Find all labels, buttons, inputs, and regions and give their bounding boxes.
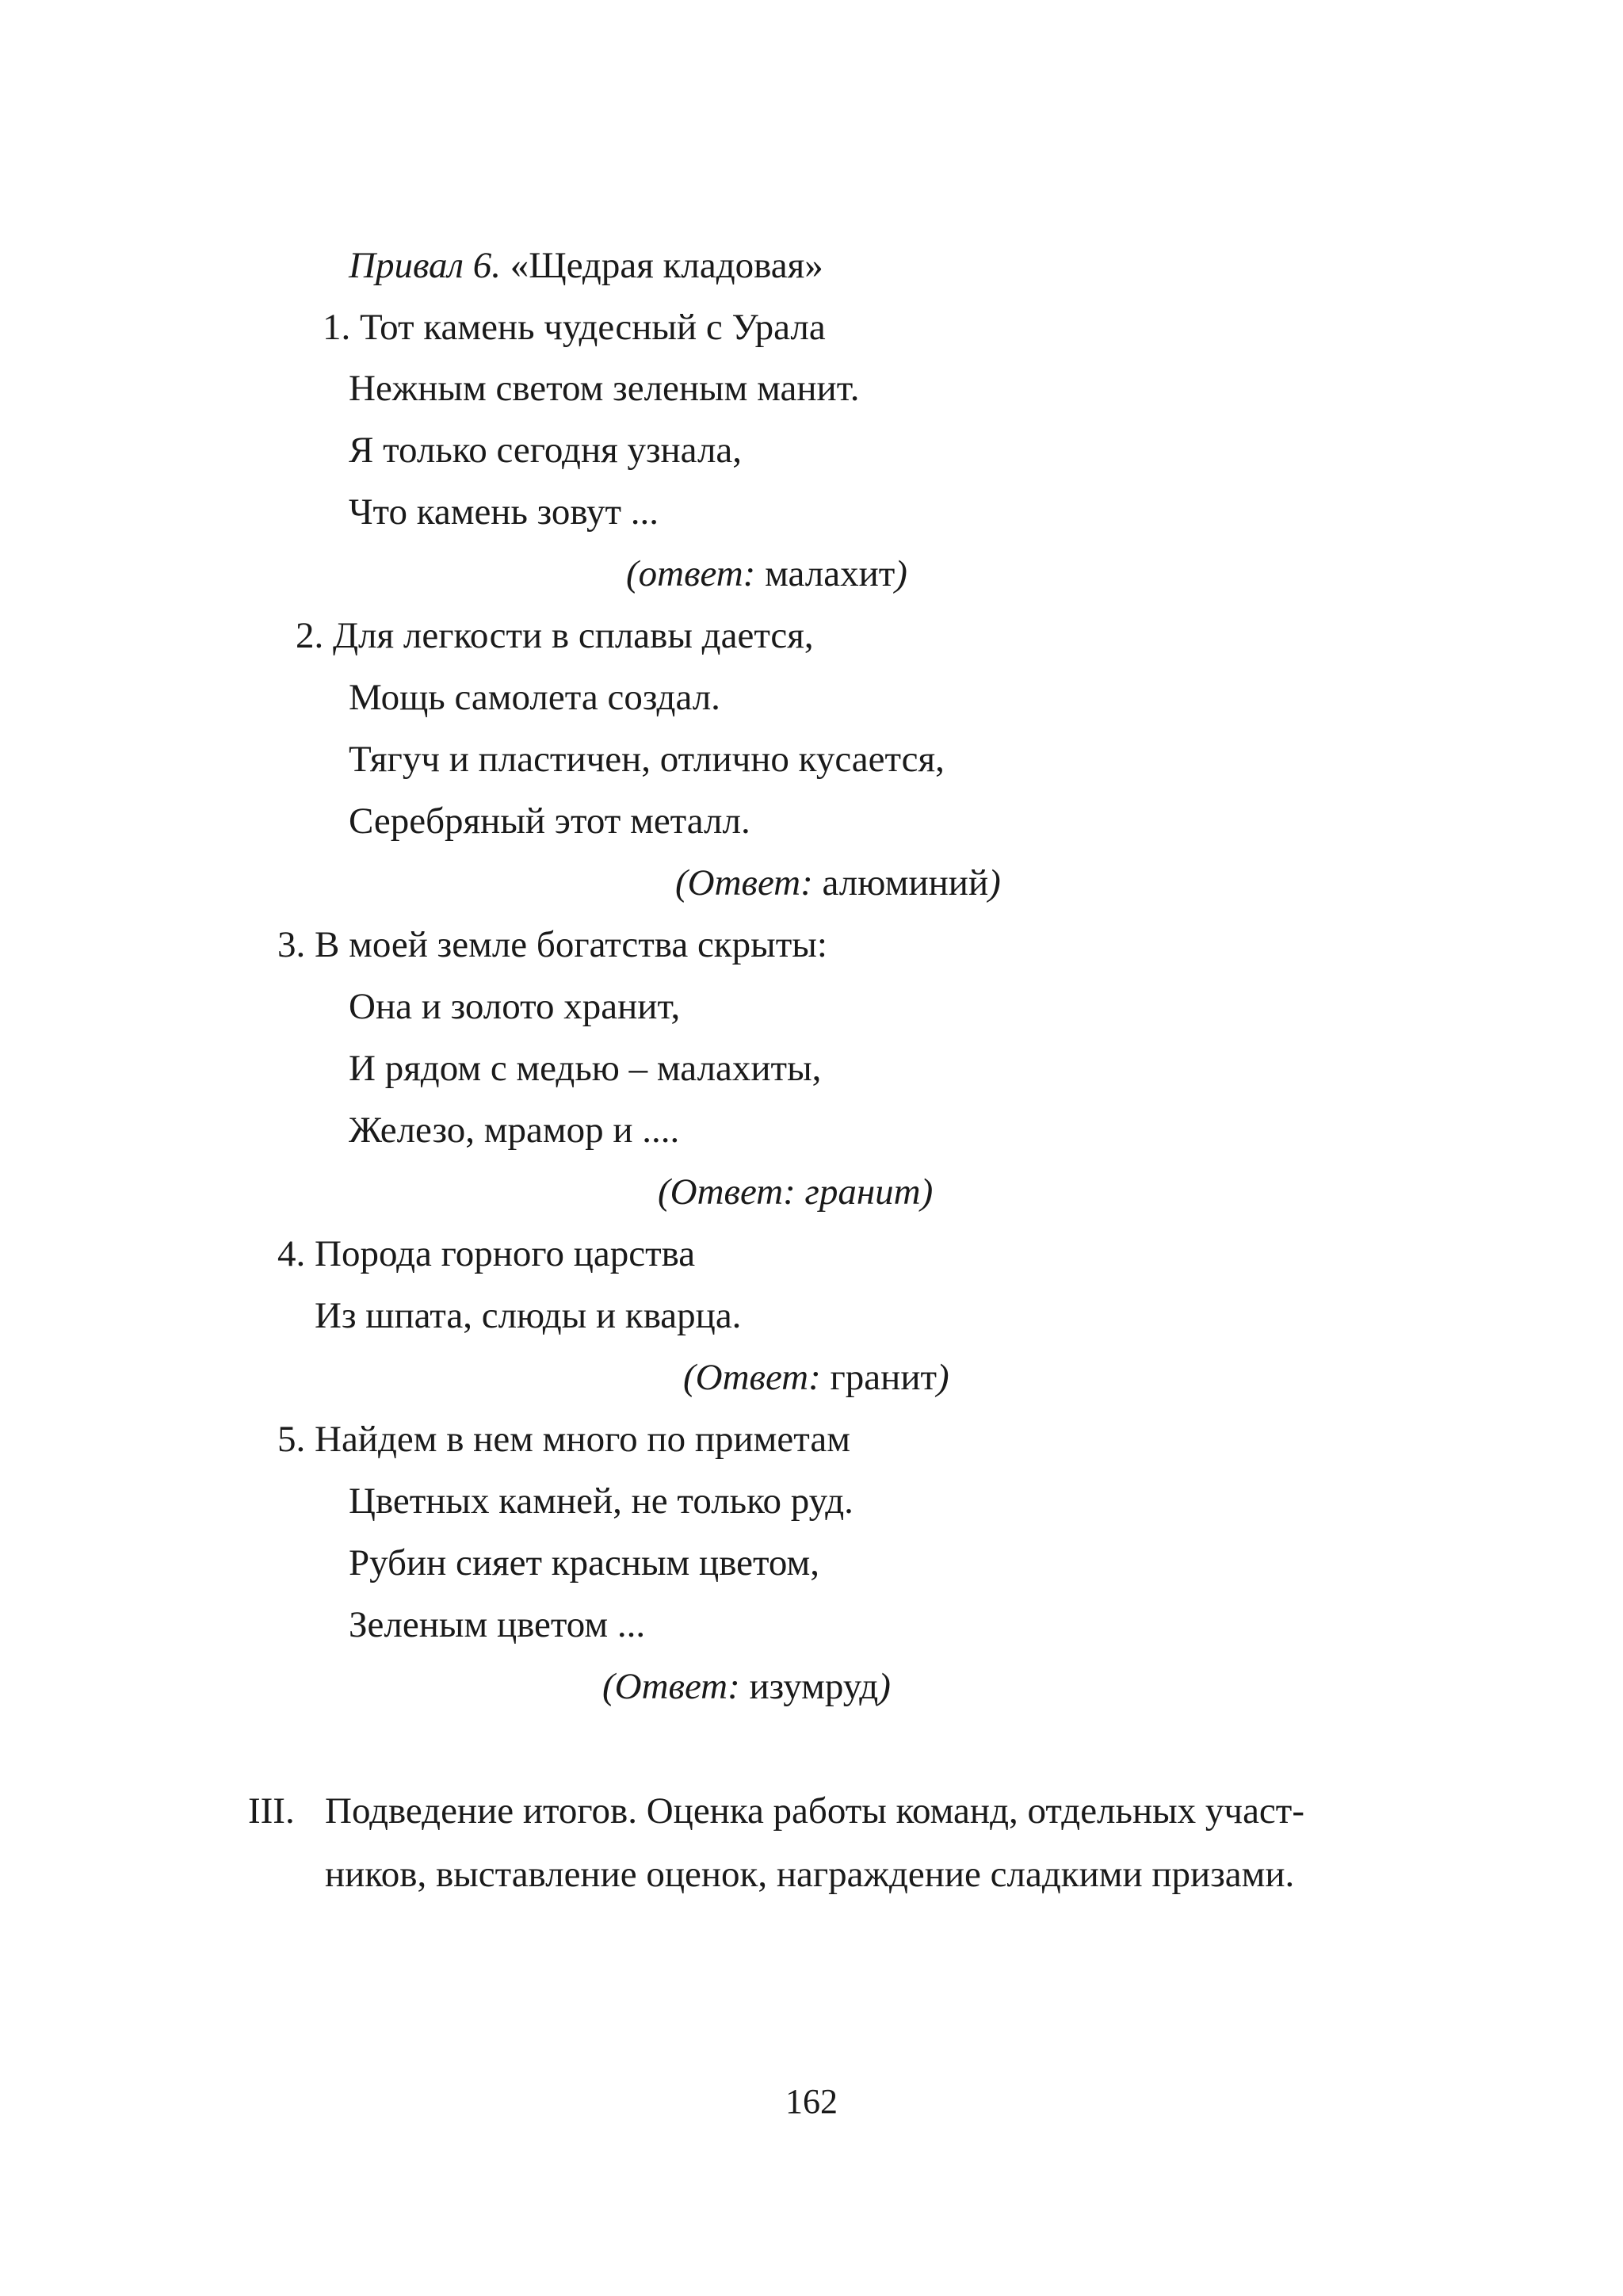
answer-close: ) [895, 553, 907, 594]
riddle-number: 3. [277, 924, 306, 965]
riddle-line: Из шпата, слюды и кварца. [315, 1295, 742, 1336]
answer-value: алюминий [812, 862, 989, 904]
riddle-line: Цветных камней, не только руд. [349, 1480, 854, 1522]
riddle-2-line-1 [296, 617, 814, 655]
riddle-number: 2. [296, 615, 324, 656]
answer-value: изумруд [739, 1666, 879, 1707]
riddle-line: Она и золото хранит, [349, 986, 681, 1027]
answer-value: гранит [795, 1171, 921, 1213]
page-number: 162 [785, 2082, 838, 2121]
answer-value: малахит [755, 553, 896, 594]
riddle-1-line-1 [323, 309, 826, 346]
section-heading-title: «Щедрая кладовая» [510, 245, 823, 286]
riddle-answer [683, 1359, 949, 1396]
riddle-line: В моей земле богатства скрыты: [315, 924, 827, 965]
answer-close: ) [988, 862, 1001, 904]
riddle-answer [658, 1171, 934, 1213]
summary-numeral: III. [248, 1790, 295, 1832]
answer-open: ( [626, 553, 639, 594]
riddle-line: Тягуч и пластичен, отлично кусается, [349, 739, 945, 780]
answer-open: ( [602, 1666, 615, 1707]
answer-close: ) [937, 1357, 949, 1398]
summary-line-1: Подведение итогов. Оценка работы команд, отдельных участ- [325, 1790, 1304, 1832]
riddle-5-line-1 [277, 1421, 850, 1458]
riddle-number: 4. [277, 1233, 306, 1274]
answer-close: ) [878, 1666, 891, 1707]
riddle-answer [626, 553, 907, 594]
riddle-line: Рубин сияет красным цветом, [349, 1542, 819, 1584]
riddle-answer [602, 1668, 891, 1706]
section-heading-label: Привал 6. [349, 245, 502, 286]
riddle-line: Мощь самолета создал. [349, 677, 720, 718]
riddle-number: 1. [323, 307, 351, 348]
answer-label: Ответ: [670, 1171, 796, 1213]
riddle-line: Что камень зовут ... [349, 491, 659, 533]
riddle-line: Найдем в нем много по приметам [315, 1419, 850, 1460]
answer-label: ответ: [638, 553, 756, 594]
riddle-line: Для легкости в сплавы дается, [333, 615, 814, 656]
answer-close: ) [920, 1171, 934, 1213]
answer-label: Ответ: [687, 862, 813, 904]
riddle-number: 5. [277, 1419, 306, 1460]
riddle-4-line-1 [277, 1233, 696, 1274]
riddle-answer [675, 862, 1001, 904]
answer-open: ( [658, 1171, 670, 1213]
riddle-line: Серебряный этот металл. [349, 800, 750, 842]
answer-open: ( [683, 1357, 696, 1398]
answer-label: Ответ: [614, 1666, 740, 1707]
answer-value: гранит [820, 1357, 938, 1398]
answer-open: ( [675, 862, 688, 904]
riddle-line: Зеленым цветом ... [349, 1604, 646, 1645]
riddle-line: И рядом с медью – малахиты, [349, 1048, 822, 1089]
riddle-line: Порода горного царства [315, 1233, 696, 1274]
riddle-line: Нежным светом зеленым манит. [349, 368, 860, 409]
riddle-line: Тот камень чудесный с Урала [360, 307, 826, 348]
riddle-line: Я только сегодня узнала, [349, 430, 743, 471]
answer-label: Ответ: [695, 1357, 821, 1398]
summary-line-2: ников, выставление оценок, награждение сладкими призами. [325, 1854, 1295, 1895]
riddle-3-line-1 [277, 926, 827, 964]
section-heading [349, 247, 823, 285]
riddle-line: Железо, мрамор и .... [349, 1110, 680, 1151]
